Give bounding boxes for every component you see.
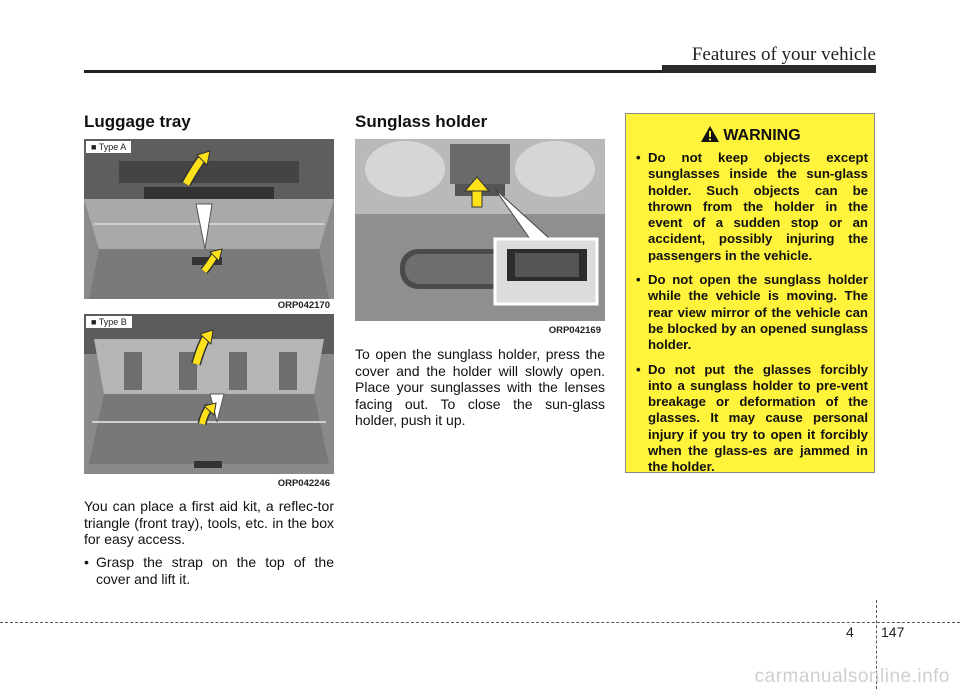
watermark: carmanualsonline.info	[754, 666, 950, 687]
type-b-label: ■ Type B	[86, 316, 132, 328]
sunglass-holder-heading: Sunglass holder	[355, 112, 488, 131]
header-tab-bar	[662, 65, 876, 73]
chapter-number: 4	[846, 624, 854, 640]
luggage-tray-photo-type-a	[84, 139, 334, 311]
bullet-dot: •	[84, 554, 89, 570]
page-number: 147	[881, 624, 905, 640]
section-title: Features of your vehicle	[691, 44, 876, 65]
image-caption-a: ORP042170	[277, 300, 330, 311]
warning-box	[625, 113, 875, 473]
luggage-tray-paragraph: You can place a first aid kit, a reflec-tor triangle (front tray), tools, etc. in the box for easy access.	[84, 498, 334, 548]
warning-item	[636, 272, 868, 353]
bullet-dot: •	[636, 361, 641, 377]
warning-header	[626, 126, 876, 145]
image-caption-b: ORP042246	[277, 478, 330, 489]
luggage-tray-a-illustration	[84, 139, 334, 311]
sunglass-holder-paragraph: To open the sunglass holder, press the cover and the holder will slowly open. Place your sunglasses with the lenses facing out. To close the sun-glass holder, push it up.	[355, 346, 605, 429]
footer-rule	[0, 622, 960, 623]
warning-item-text: Do not keep objects except sunglasses inside the sun-glass holder. Such objects can be thrown from the holder in the event of a sudden stop or an accident, possibly injuring the passengers in the vehicle.	[648, 150, 868, 263]
luggage-tray-photo-type-b	[84, 314, 334, 489]
warning-list	[636, 150, 868, 484]
type-a-label: ■ Type A	[86, 141, 131, 153]
luggage-tray-b-illustration	[84, 314, 334, 489]
warning-triangle-icon	[701, 126, 719, 142]
luggage-tray-bullet-text: Grasp the strap on the top of the cover and lift it.	[96, 554, 334, 587]
sunglass-holder-illustration	[355, 139, 605, 336]
bullet-dot: •	[636, 150, 641, 165]
warning-item	[636, 362, 868, 476]
bullet-dot: •	[636, 272, 641, 288]
warning-item-text: Do not open the sunglass holder while the vehicle is moving. The rear view mirror of the vehicle can be blocked by an opened sunglass holder.	[648, 272, 868, 353]
warning-item	[636, 150, 868, 264]
warning-title: WARNING	[723, 127, 801, 144]
image-caption-sunglass: ORP042169	[548, 325, 601, 336]
sunglass-holder-photo	[355, 139, 605, 336]
luggage-tray-heading: Luggage tray	[84, 112, 191, 131]
warning-item-text: Do not put the glasses forcibly into a sunglass holder to pre-vent breakage or deformation of the glasses. It may cause personal injury if you try to open it forcibly when the glass-es are jammed in the holder.	[648, 361, 868, 475]
luggage-tray-bullet	[84, 554, 334, 587]
